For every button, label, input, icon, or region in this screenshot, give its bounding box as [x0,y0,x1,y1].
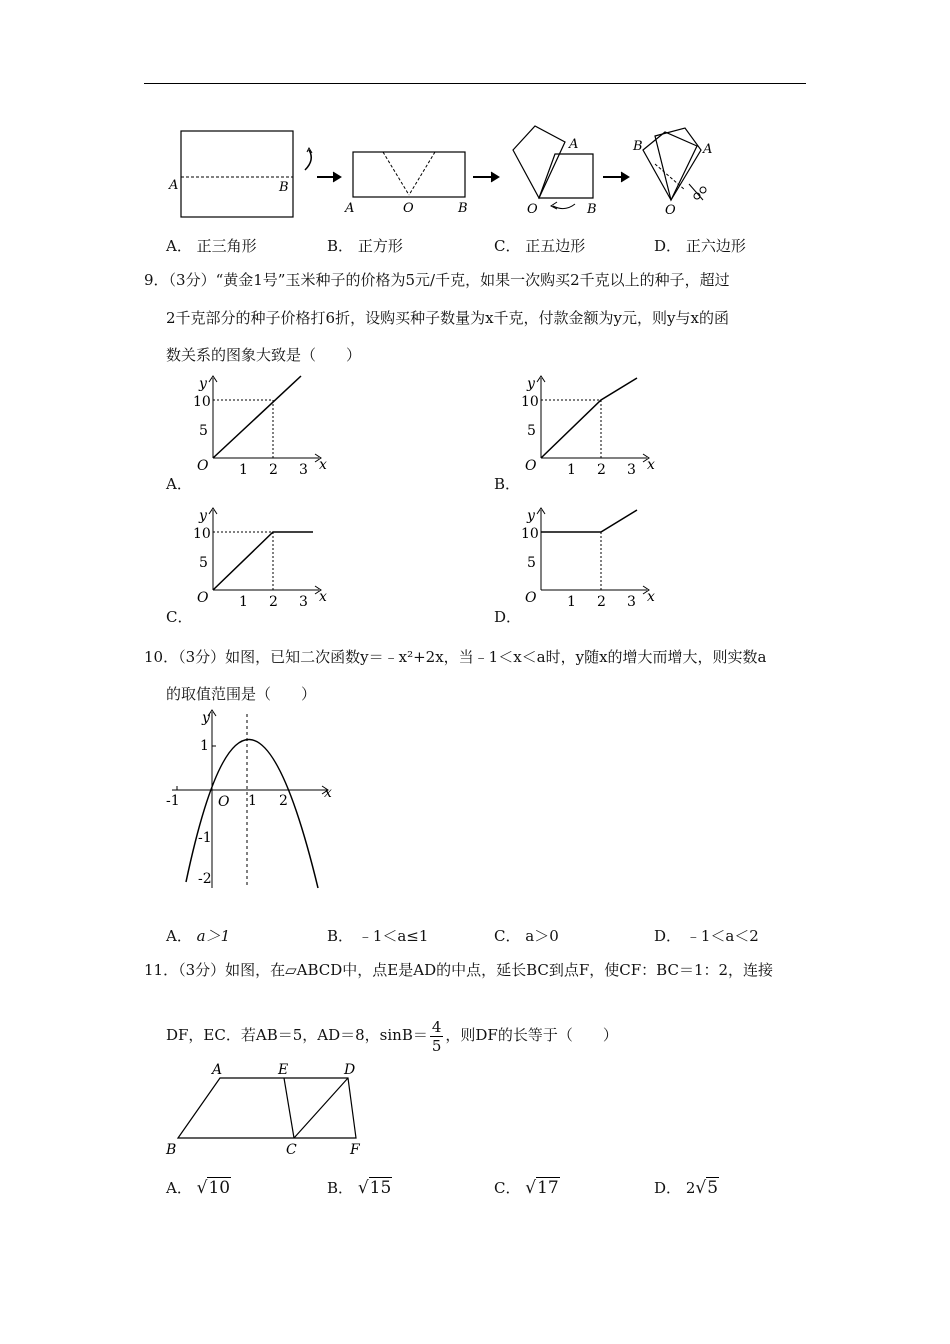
sinb-fraction: $\frac{4}{5}$ [431,1017,442,1055]
q8-option-c[interactable]: C． 正五边形 [494,237,586,255]
q11-option-d[interactable]: D． 2√5 [654,1178,719,1198]
svg-text:O: O [525,458,537,474]
q8-label-a1: A [169,178,179,193]
q9-option-d[interactable]: D． [494,608,522,626]
svg-text:O: O [197,458,209,474]
svg-text:5: 5 [527,423,536,439]
q8-label-o4: O [665,203,676,218]
svg-text:1: 1 [248,793,257,809]
q9-graph-c [185,504,335,612]
svg-text:x: x [324,785,332,801]
svg-text:O: O [218,794,230,810]
q11-option-c[interactable]: C． √17 [494,1178,559,1198]
svg-text:10: 10 [193,394,211,410]
svg-text:D: D [344,1062,356,1078]
svg-text:1: 1 [239,462,248,478]
q10-text-line1: 10．（3分）如图，已知二次函数y＝﹣x²+2x，当﹣1＜x＜a时，y随x的增大而增大，则实数a [144,648,767,666]
q8-label-o3: O [527,202,538,217]
svg-text:3: 3 [299,594,308,610]
q9-graph-a [185,372,335,480]
q10-text-line2: 的取值范围是（ ） [166,685,317,703]
q8-option-b[interactable]: B． 正方形 [327,237,403,255]
svg-text:5: 5 [199,423,208,439]
svg-text:2: 2 [279,793,288,809]
svg-text:1: 1 [567,594,576,610]
svg-text:y: y [527,508,535,524]
q9-option-b[interactable]: B． [494,475,521,493]
svg-text:3: 3 [627,594,636,610]
svg-text:x: x [647,457,655,473]
scissors-icon [689,184,706,200]
q9-text-line1: 9．（3分）“黄金1号”玉米种子的价格为5元/千克，如果一次购买2千克以上的种子，超过 [144,271,730,289]
svg-text:10: 10 [521,394,539,410]
q10-option-a[interactable]: A． a＞1 [166,927,231,945]
svg-text:1: 1 [200,738,209,754]
q9-graph-d [513,504,663,612]
q8-option-a[interactable]: A． 正三角形 [166,237,257,255]
svg-text:3: 3 [299,462,308,478]
svg-text:-1: -1 [166,793,180,809]
svg-text:10: 10 [193,526,211,542]
svg-text:5: 5 [527,555,536,571]
svg-text:1: 1 [239,594,248,610]
svg-text:1: 1 [567,462,576,478]
q8-folding-figure [165,120,725,220]
svg-text:2: 2 [597,594,606,610]
svg-text:x: x [319,589,327,605]
q11-option-b[interactable]: B． √15 [327,1178,392,1198]
q8-label-a4: A [703,142,713,157]
svg-text:3: 3 [627,462,636,478]
q9-text-line2: 2千克部分的种子价格打6折，设购买种子数量为x千克，付款金额为y元，则y与x的函 [166,309,729,327]
q9-graph-b [513,372,663,480]
header-rule [144,83,806,84]
q8-label-b1: B [279,180,289,195]
q11-text-line2: DF，EC．若AB＝5，AD＝8，sinB＝ $\frac{4}{5}$ ，则DF的长等于（ ） [166,1017,618,1055]
svg-text:F: F [350,1142,360,1158]
q9-option-c[interactable]: C． [166,608,193,626]
q11-option-a[interactable]: A． √10 [166,1178,231,1198]
q8-option-d[interactable]: D． 正六边形 [654,237,746,255]
svg-text:B: B [166,1142,177,1158]
q9-option-a[interactable]: A． [166,475,192,493]
svg-text:y: y [199,508,207,524]
q8-label-a2: A [345,201,355,216]
svg-text:2: 2 [269,462,278,478]
q8-label-b2: B [458,201,468,216]
q8-label-o2: O [403,201,414,216]
q10-option-d[interactable]: D． ﹣1＜a＜2 [654,927,759,945]
svg-text:O: O [197,590,209,606]
svg-text:2: 2 [597,462,606,478]
svg-text:x: x [647,589,655,605]
q8-label-b4: B [633,139,643,154]
svg-text:10: 10 [521,526,539,542]
svg-text:y: y [202,710,210,726]
svg-text:y: y [527,376,535,392]
svg-text:-1: -1 [198,830,212,846]
q11-parallelogram-figure [160,1060,380,1160]
q10-parabola-graph [160,706,340,896]
svg-text:E: E [278,1062,289,1078]
svg-text:-2: -2 [198,871,212,887]
q10-option-c[interactable]: C． a＞0 [494,927,559,945]
svg-text:x: x [319,457,327,473]
q8-label-b3: B [587,202,597,217]
svg-text:2: 2 [269,594,278,610]
svg-text:O: O [525,590,537,606]
q11-text-line1: 11．（3分）如图，在▱ABCD中，点E是AD的中点，延长BC到点F，使CF：BC＝1：2，连接 [144,961,774,979]
svg-text:y: y [199,376,207,392]
svg-text:5: 5 [199,555,208,571]
q8-label-a3: A [569,137,579,152]
svg-text:C: C [286,1142,297,1158]
q10-option-b[interactable]: B． ﹣1＜a≤1 [327,927,429,945]
svg-text:A: A [212,1062,223,1078]
q9-text-line3: 数关系的图象大致是（ ） [166,346,362,364]
